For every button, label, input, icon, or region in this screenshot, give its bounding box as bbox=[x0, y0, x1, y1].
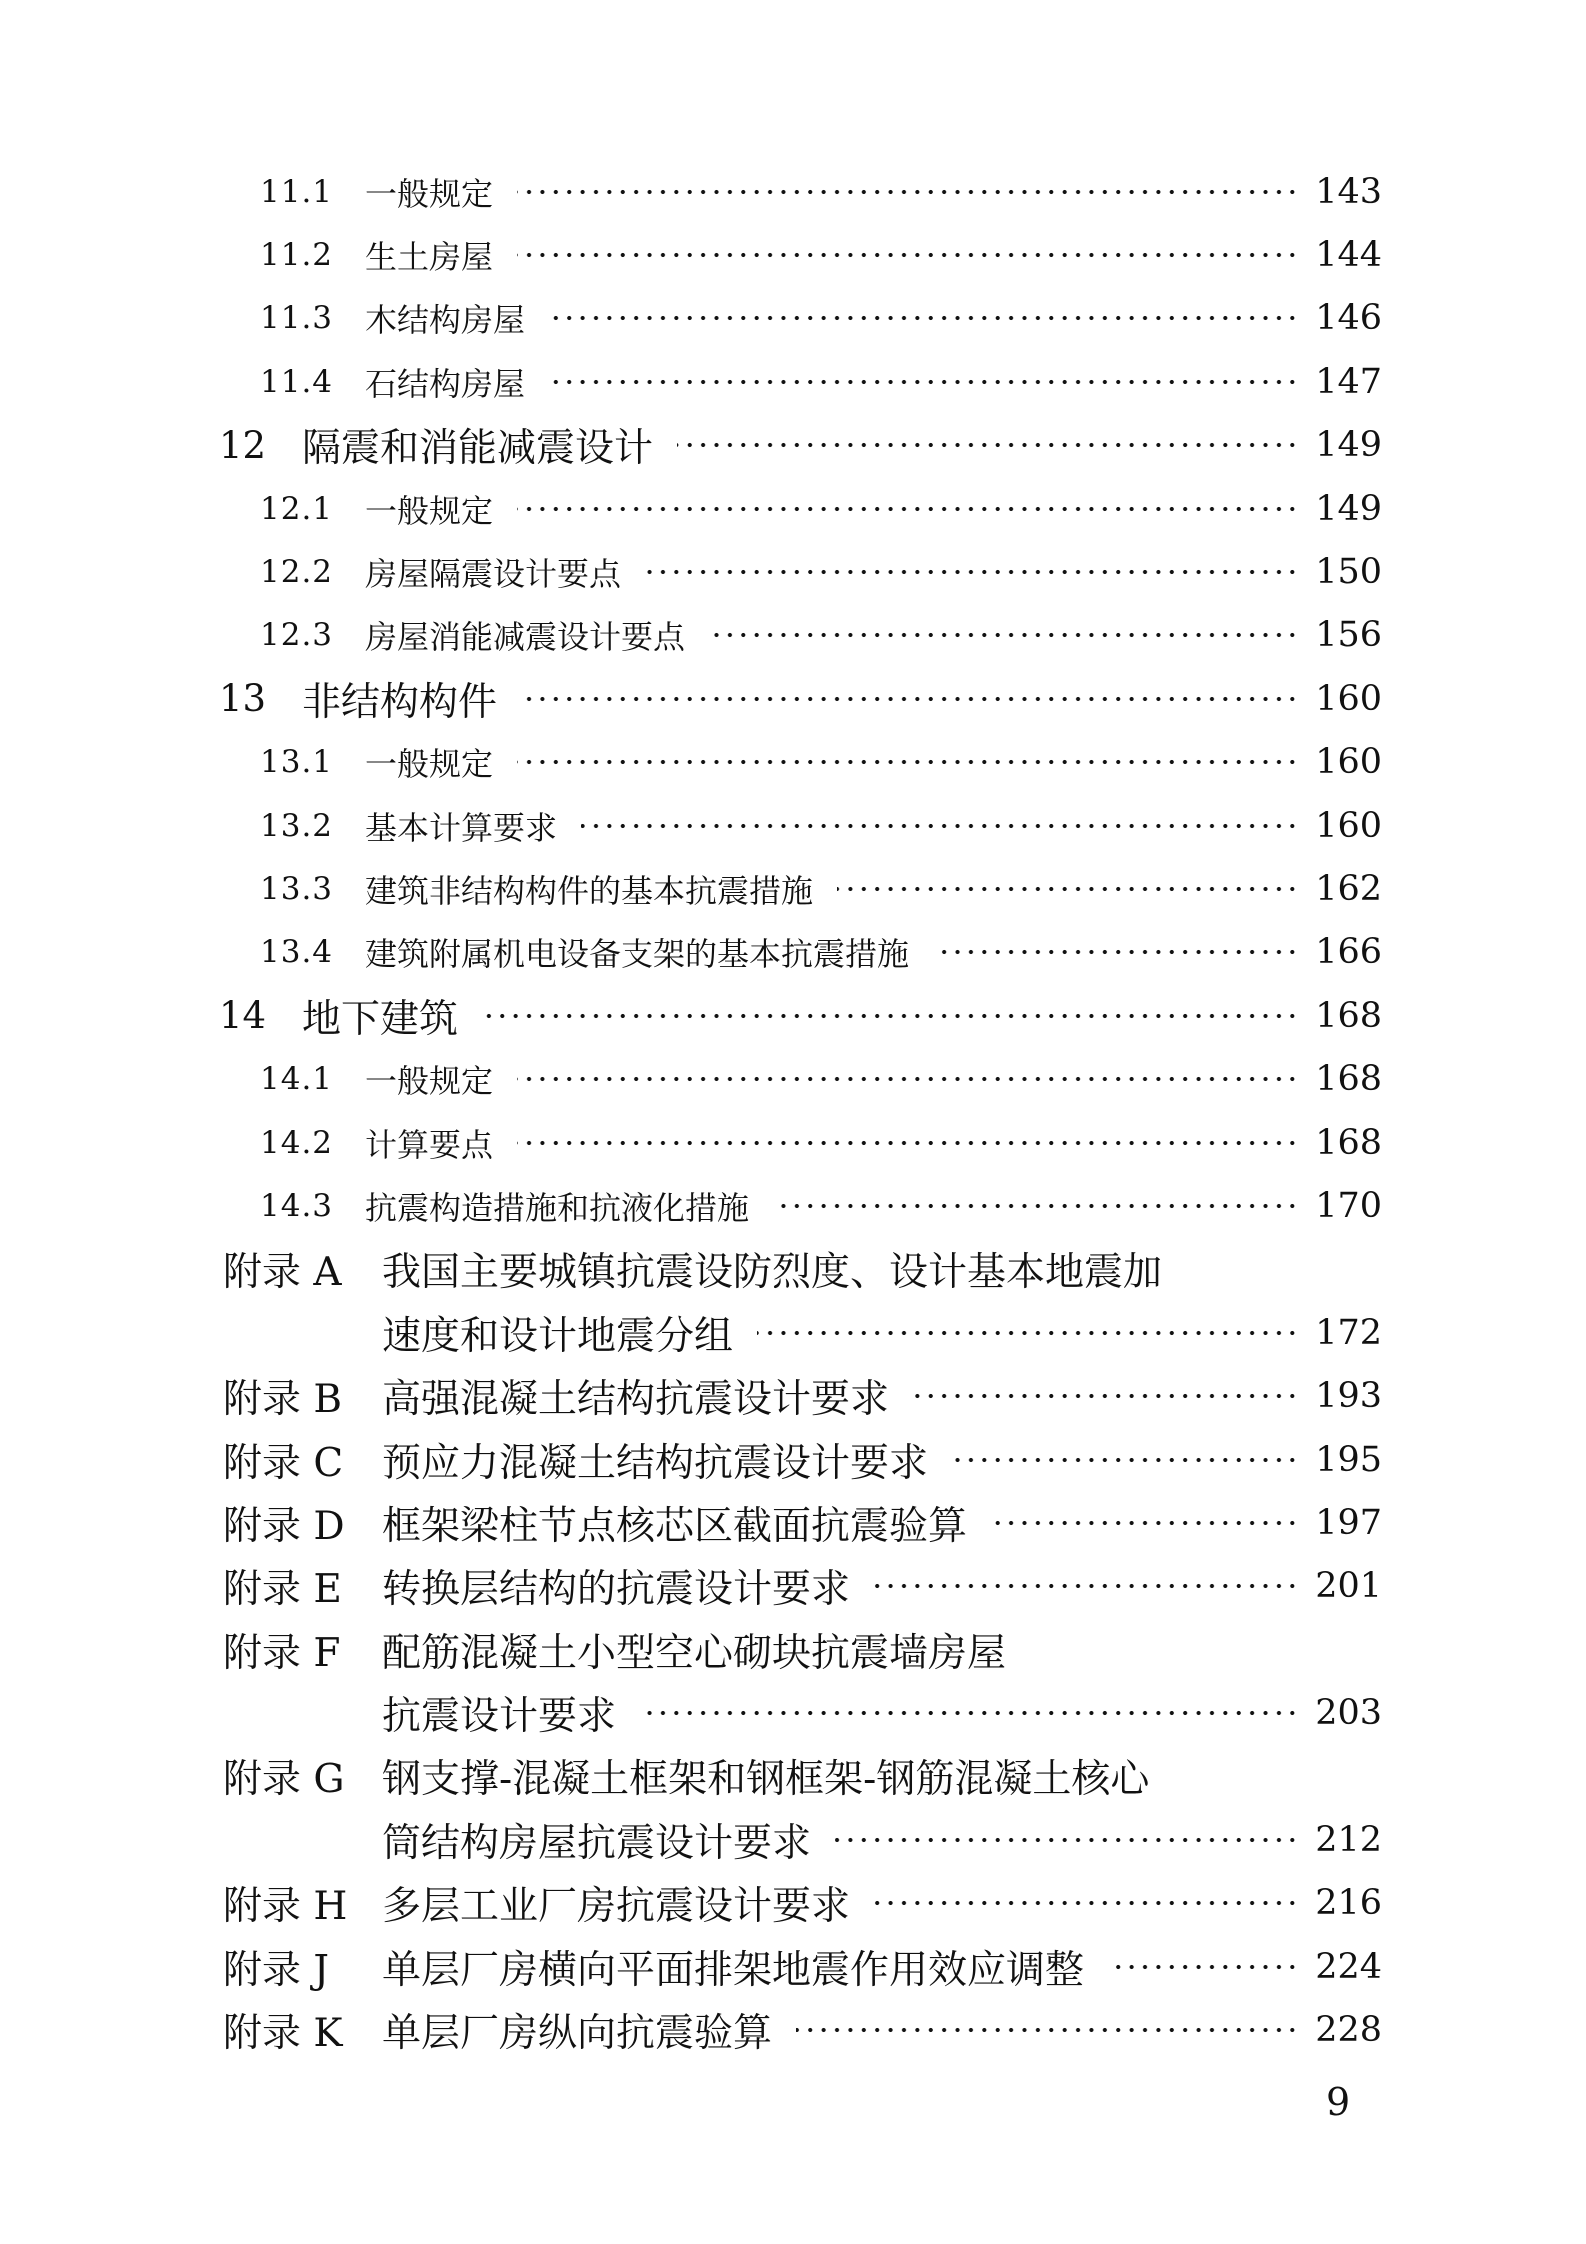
toc-entry bbox=[0, 1998, 1586, 2061]
entry-page: 166 bbox=[1315, 932, 1382, 973]
entry-title: 一般规定 bbox=[365, 174, 494, 213]
toc-entry bbox=[0, 1935, 1586, 1998]
entry-number: 附录 A bbox=[223, 1250, 342, 1296]
entry-title: 生土房屋 bbox=[365, 238, 494, 277]
entry-title: 石结构房屋 bbox=[365, 364, 526, 403]
entry-title: 地下建筑 bbox=[302, 996, 459, 1042]
entry-number: 14.3 bbox=[260, 1187, 334, 1224]
entry-number: 13.3 bbox=[260, 870, 334, 907]
entry-page: 201 bbox=[1315, 1566, 1382, 1607]
entry-page: 224 bbox=[1315, 1946, 1382, 1987]
entry-title: 高强混凝土结构抗震设计要求 bbox=[382, 1377, 890, 1423]
entry-title: 筒结构房屋抗震设计要求 bbox=[382, 1820, 812, 1866]
entry-title: 转换层结构的抗震设计要求 bbox=[382, 1567, 851, 1613]
entry-page: 144 bbox=[1315, 235, 1382, 276]
dot-leader bbox=[581, 823, 1299, 829]
entry-number: 11.4 bbox=[260, 363, 334, 400]
dot-leader bbox=[1108, 1964, 1299, 1970]
dot-leader bbox=[517, 189, 1299, 195]
entry-page: 193 bbox=[1315, 1376, 1382, 1417]
entry-title: 单层厂房纵向抗震验算 bbox=[382, 2011, 773, 2057]
toc-entry bbox=[0, 414, 1586, 477]
entry-page: 150 bbox=[1315, 552, 1382, 593]
entry-number: 14.1 bbox=[260, 1061, 334, 1098]
dot-leader bbox=[640, 1710, 1299, 1716]
entry-page: 172 bbox=[1315, 1312, 1382, 1353]
entry-page: 156 bbox=[1315, 615, 1382, 656]
entry-number: 13 bbox=[219, 677, 267, 721]
dot-leader bbox=[952, 1457, 1299, 1463]
dot-leader bbox=[482, 1013, 1299, 1019]
entry-title: 抗震构造措施和抗液化措施 bbox=[365, 1188, 750, 1227]
entry-number: 附录 B bbox=[223, 1377, 343, 1423]
entry-number: 14.2 bbox=[260, 1124, 334, 1161]
toc-entry bbox=[0, 1174, 1586, 1237]
toc-entry bbox=[0, 1301, 1586, 1364]
dot-leader bbox=[645, 569, 1299, 575]
entry-title: 速度和设计地震分组 bbox=[382, 1313, 734, 1359]
entry-title: 木结构房屋 bbox=[365, 301, 526, 340]
dot-leader bbox=[835, 1837, 1299, 1843]
entry-page: 170 bbox=[1315, 1185, 1382, 1226]
entry-title: 隔震和消能减震设计 bbox=[302, 426, 654, 472]
entry-page: 160 bbox=[1315, 805, 1382, 846]
entry-page: 146 bbox=[1315, 298, 1382, 339]
toc-entry bbox=[0, 477, 1586, 540]
dot-leader bbox=[874, 1900, 1299, 1906]
toc-entry bbox=[0, 667, 1586, 730]
toc-entry bbox=[0, 857, 1586, 920]
table-of-contents bbox=[0, 160, 1586, 2062]
entry-number: 11.2 bbox=[260, 237, 334, 274]
entry-number: 附录 E bbox=[223, 1567, 342, 1613]
entry-title: 单层厂房横向平面排架地震作用效应调整 bbox=[382, 1947, 1085, 1993]
toc-entry bbox=[0, 1111, 1586, 1174]
toc-entry bbox=[0, 1681, 1586, 1744]
entry-title: 非结构构件 bbox=[302, 679, 498, 725]
dot-leader bbox=[874, 1583, 1299, 1589]
dot-leader bbox=[991, 1520, 1299, 1526]
entry-number: 附录 C bbox=[223, 1440, 344, 1486]
entry-number: 12.3 bbox=[260, 617, 334, 654]
toc-entry bbox=[0, 1745, 1586, 1808]
entry-title: 基本计算要求 bbox=[365, 808, 558, 847]
entry-title: 框架梁柱节点核芯区截面抗震验算 bbox=[382, 1503, 968, 1549]
dot-leader bbox=[517, 1076, 1299, 1082]
toc-entry bbox=[0, 160, 1586, 223]
toc-entry bbox=[0, 1872, 1586, 1935]
entry-number: 14 bbox=[219, 994, 267, 1038]
entry-number: 11.3 bbox=[260, 300, 334, 337]
toc-entry bbox=[0, 223, 1586, 286]
entry-title: 建筑非结构构件的基本抗震措施 bbox=[365, 871, 814, 910]
entry-number: 13.4 bbox=[260, 934, 334, 971]
toc-entry bbox=[0, 540, 1586, 603]
toc-entry bbox=[0, 1428, 1586, 1491]
entry-page: 212 bbox=[1315, 1819, 1382, 1860]
entry-title: 一般规定 bbox=[365, 745, 494, 784]
dot-leader bbox=[549, 379, 1299, 385]
entry-page: 228 bbox=[1315, 2010, 1382, 2051]
dot-leader bbox=[677, 442, 1299, 448]
toc-entry bbox=[0, 287, 1586, 350]
toc-entry bbox=[0, 350, 1586, 413]
toc-entry bbox=[0, 794, 1586, 857]
entry-page: 203 bbox=[1315, 1693, 1382, 1734]
entry-title: 多层工业厂房抗震设计要求 bbox=[382, 1884, 851, 1930]
dot-leader bbox=[517, 759, 1299, 765]
entry-number: 附录 K bbox=[223, 2011, 343, 2057]
entry-page: 147 bbox=[1315, 361, 1382, 402]
entry-title: 钢支撑-混凝土框架和钢框架-钢筋混凝土核心 bbox=[382, 1757, 1150, 1803]
dot-leader bbox=[517, 1140, 1299, 1146]
entry-number: 附录 D bbox=[223, 1503, 345, 1549]
entry-number: 附录 H bbox=[223, 1884, 348, 1930]
dot-leader bbox=[521, 696, 1299, 702]
entry-page: 149 bbox=[1315, 425, 1382, 466]
entry-number: 附录 J bbox=[223, 1947, 330, 1993]
entry-title: 我国主要城镇抗震设防烈度、设计基本地震加 bbox=[382, 1250, 1163, 1296]
dot-leader bbox=[549, 315, 1299, 321]
entry-title: 一般规定 bbox=[365, 1062, 494, 1101]
toc-entry bbox=[0, 604, 1586, 667]
toc-entry bbox=[0, 1047, 1586, 1110]
toc-entry bbox=[0, 1491, 1586, 1554]
entry-page: 168 bbox=[1315, 1059, 1382, 1100]
entry-number: 12.1 bbox=[260, 490, 334, 527]
entry-number: 11.1 bbox=[260, 173, 334, 210]
entry-title: 计算要点 bbox=[365, 1125, 494, 1164]
entry-page: 216 bbox=[1315, 1883, 1382, 1924]
toc-entry bbox=[0, 921, 1586, 984]
dot-leader bbox=[757, 1330, 1299, 1336]
entry-title: 房屋隔震设计要点 bbox=[365, 555, 622, 594]
entry-page: 149 bbox=[1315, 488, 1382, 529]
entry-title: 一般规定 bbox=[365, 491, 494, 530]
entry-number: 13.2 bbox=[260, 807, 334, 844]
dot-leader bbox=[517, 252, 1299, 258]
dot-leader bbox=[796, 2027, 1299, 2033]
entry-page: 168 bbox=[1315, 995, 1382, 1036]
dot-leader bbox=[773, 1203, 1299, 1209]
entry-number: 附录 G bbox=[223, 1757, 345, 1803]
entry-page: 160 bbox=[1315, 678, 1382, 719]
entry-title: 预应力混凝土结构抗震设计要求 bbox=[382, 1440, 929, 1486]
toc-entry bbox=[0, 1618, 1586, 1681]
entry-title: 建筑附属机电设备支架的基本抗震措施 bbox=[365, 935, 910, 974]
entry-page: 168 bbox=[1315, 1122, 1382, 1163]
entry-page: 197 bbox=[1315, 1502, 1382, 1543]
entry-title: 抗震设计要求 bbox=[382, 1694, 617, 1740]
toc-entry bbox=[0, 731, 1586, 794]
toc-entry bbox=[0, 1364, 1586, 1427]
entry-number: 附录 F bbox=[223, 1630, 341, 1676]
entry-number: 12 bbox=[219, 423, 267, 467]
dot-leader bbox=[913, 1393, 1299, 1399]
dot-leader bbox=[933, 949, 1299, 955]
page-number: 9 bbox=[1326, 2080, 1351, 2124]
entry-page: 162 bbox=[1315, 868, 1382, 909]
toc-entry bbox=[0, 984, 1586, 1047]
toc-entry bbox=[0, 1555, 1586, 1618]
entry-title: 房屋消能减震设计要点 bbox=[365, 618, 686, 657]
dot-leader bbox=[709, 632, 1299, 638]
toc-entry bbox=[0, 1238, 1586, 1301]
entry-number: 13.1 bbox=[260, 744, 334, 781]
entry-page: 195 bbox=[1315, 1439, 1382, 1480]
dot-leader bbox=[837, 886, 1299, 892]
entry-page: 160 bbox=[1315, 742, 1382, 783]
entry-title: 配筋混凝土小型空心砌块抗震墙房屋 bbox=[382, 1630, 1007, 1676]
toc-entry bbox=[0, 1808, 1586, 1871]
dot-leader bbox=[517, 506, 1299, 512]
entry-number: 12.2 bbox=[260, 554, 334, 591]
entry-page: 143 bbox=[1315, 171, 1382, 212]
